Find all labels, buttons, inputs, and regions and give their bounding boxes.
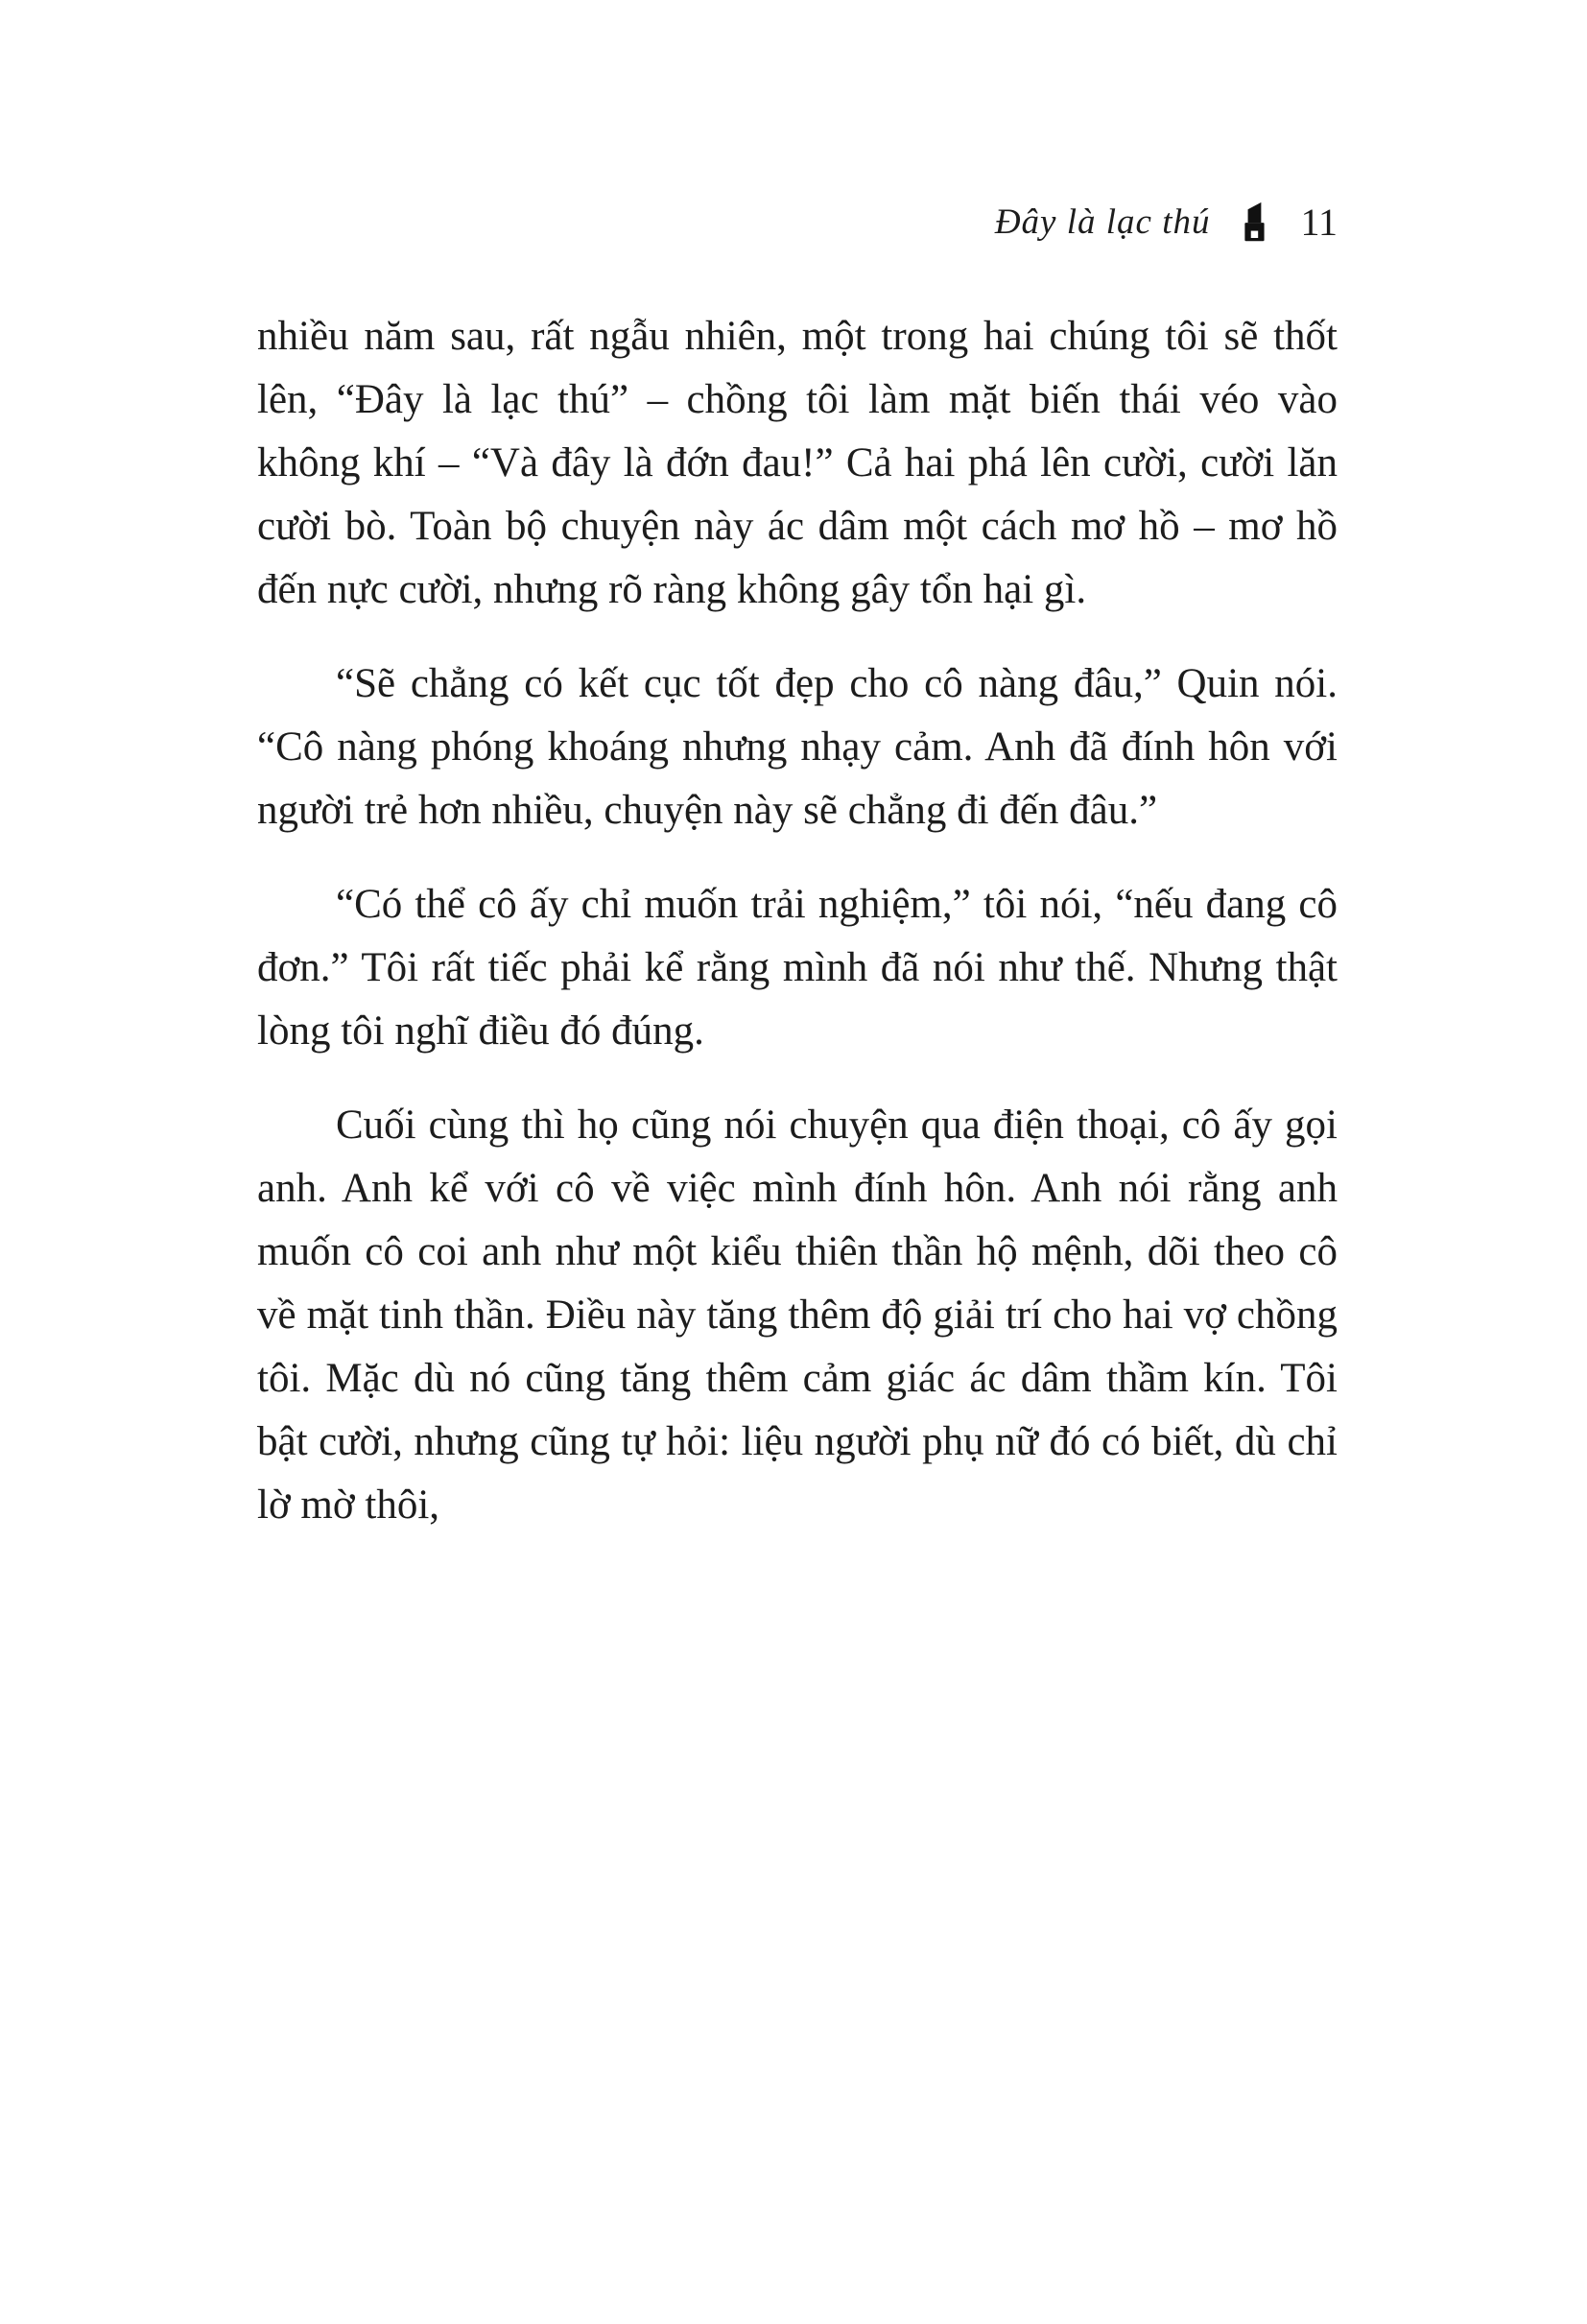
running-header [995,197,1338,247]
running-header-title: Đây là lạc thú [994,202,1211,242]
page-number: 11 [1300,200,1338,244]
body-paragraph: “Sẽ chẳng có kết cục tốt đẹp cho cô nàng đâu,” Quin nói. “Cô nàng phóng khoáng nhưng nhạy cảm. Anh đã đính hôn với người trẻ hơn nhiều, chuyện này sẽ chẳng đi đến đâu.” [257,661,1338,833]
body-paragraph: “Có thể cô ấy chỉ muốn trải nghiệm,” tôi nói, “nếu đang cô đơn.” Tôi rất tiếc phải kể rằng mình đã nói như thế. Nhưng thật lòng tôi nghĩ điều đó đúng. [257,882,1338,1054]
body-paragraph: Cuối cùng thì họ cũng nói chuyện qua điện thoại, cô ấy gọi anh. Anh kể với cô về việc mình đính hôn. Anh nói rằng anh muốn cô coi anh như một kiểu thiên thần hộ mệnh, dõi theo cô về mặt tinh thần. Điều này tăng thêm độ giải trí cho hai vợ chồng tôi. Mặc dù nó cũng tăng thêm cảm giác ác dâm thầm kín. Tôi bật cười, nhưng cũng tự hỏi: liệu người phụ nữ đó có biết, dù chỉ lờ mờ thôi, [257,1103,1338,1528]
body-paragraph: nhiều năm sau, rất ngẫu nhiên, một trong hai chúng tôi sẽ thốt lên, “Đây là lạc thú” – chồng tôi làm mặt biến thái véo vào không khí – “Và đây là đớn đau!” Cả hai phá lên cười, cười lăn cười bò. Toàn bộ chuyện này ác dâm một cách mơ hồ – mơ hồ đến nực cười, nhưng rõ ràng không gây tổn hại gì. [257,314,1338,612]
lipstick-icon [1239,197,1271,247]
body-text-block [257,305,1338,1568]
